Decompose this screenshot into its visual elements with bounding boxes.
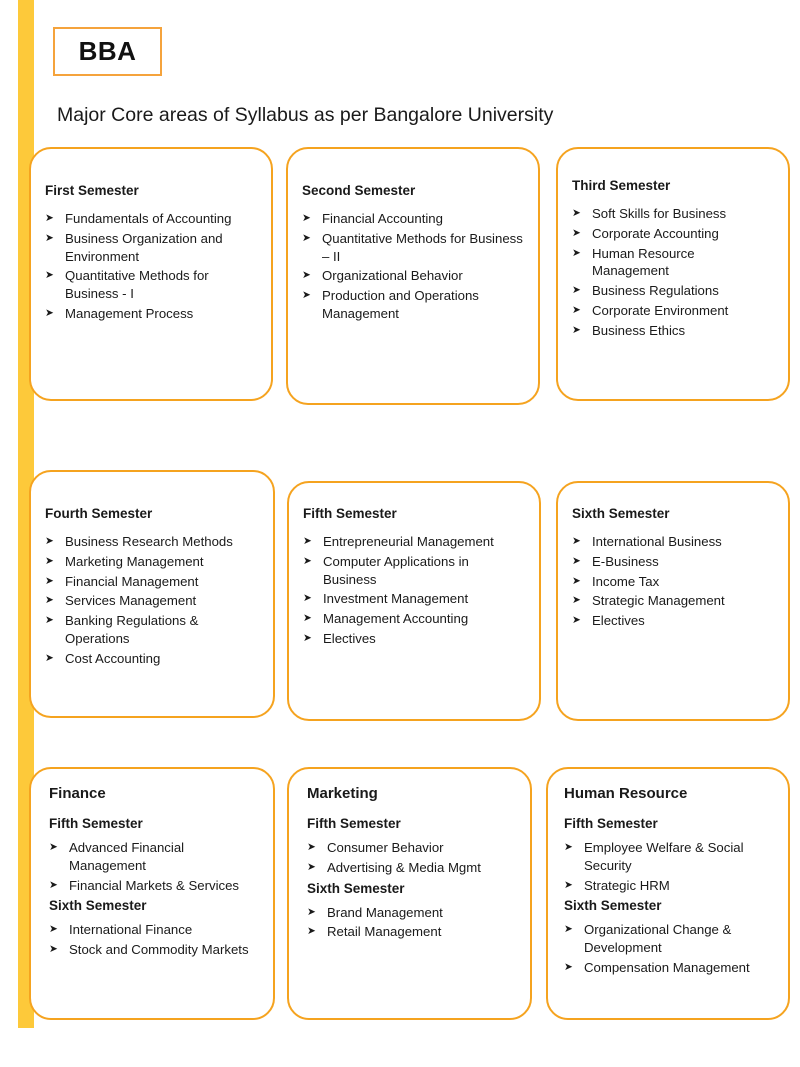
specialization-subject-list xyxy=(49,839,263,894)
specialization-card-human-resource xyxy=(546,767,790,1020)
specialization-group xyxy=(49,898,263,959)
list-item: ➤ Retail Management xyxy=(307,923,520,941)
specialization-semester-heading: Sixth Semester xyxy=(49,898,147,914)
list-item: ➤ Business Ethics xyxy=(572,322,774,340)
specialization-title: Finance xyxy=(49,785,106,802)
list-item: ➤ Business Research Methods xyxy=(45,533,259,551)
specialization-group xyxy=(49,816,263,894)
list-item: ➤ Computer Applications in Business xyxy=(303,553,525,589)
specialization-group xyxy=(564,816,778,894)
specialization-semester-heading: Sixth Semester xyxy=(564,898,662,914)
list-item: ➤ Employee Welfare & Social Security xyxy=(564,839,778,875)
semester-card-title: Fifth Semester xyxy=(303,506,397,521)
specialization-subject-list xyxy=(307,904,520,942)
semester-card-fourth xyxy=(29,470,275,718)
list-item: ➤ E-Business xyxy=(572,553,774,571)
list-item: ➤ Electives xyxy=(572,612,774,630)
list-item: ➤ Brand Management xyxy=(307,904,520,922)
list-item: ➤ Business Organization and Environment xyxy=(45,230,257,266)
specialization-title: Marketing xyxy=(307,785,378,802)
specialization-card-finance xyxy=(29,767,275,1020)
specialization-subject-list xyxy=(307,839,520,877)
page-title: Major Core areas of Syllabus as per Bangalore University xyxy=(57,104,554,126)
specialization-subject-list xyxy=(49,921,263,959)
list-item: ➤ Production and Operations Management xyxy=(302,287,524,323)
specialization-card-marketing xyxy=(287,767,532,1020)
semester-card-title: Fourth Semester xyxy=(45,506,153,521)
list-item: ➤ Human Resource Management xyxy=(572,245,774,281)
list-item: ➤ Consumer Behavior xyxy=(307,839,520,857)
list-item: ➤ Cost Accounting xyxy=(45,650,259,668)
specialization-group xyxy=(307,816,520,877)
list-item: ➤ Quantitative Methods for Business - I xyxy=(45,267,257,303)
list-item: ➤ Corporate Accounting xyxy=(572,225,774,243)
list-item: ➤ Strategic HRM xyxy=(564,877,778,895)
specialization-group xyxy=(564,898,778,976)
list-item: ➤ Marketing Management xyxy=(45,553,259,571)
specialization-semester-heading: Fifth Semester xyxy=(49,816,143,831)
list-item: ➤ Fundamentals of Accounting xyxy=(45,210,257,228)
list-item: ➤ Services Management xyxy=(45,592,259,610)
specialization-semester-heading: Sixth Semester xyxy=(307,880,405,896)
semester-subject-list xyxy=(302,210,524,323)
program-badge-label: BBA xyxy=(78,36,137,66)
list-item: ➤ Organizational Behavior xyxy=(302,267,524,285)
list-item: ➤ Income Tax xyxy=(572,573,774,591)
semester-card-sixth xyxy=(556,481,790,721)
semester-subject-list xyxy=(45,533,259,668)
semester-subject-list xyxy=(303,533,525,648)
specialization-semester-heading: Fifth Semester xyxy=(307,816,401,831)
specialization-subject-list xyxy=(564,921,778,976)
list-item: ➤ Financial Management xyxy=(45,573,259,591)
specialization-group xyxy=(307,881,520,942)
list-item: ➤ Management Process xyxy=(45,305,257,323)
semester-subject-list xyxy=(572,533,774,630)
semester-subject-list xyxy=(45,210,257,323)
list-item: ➤ Organizational Change & Development xyxy=(564,921,778,957)
program-badge xyxy=(53,27,162,76)
list-item: ➤ Business Regulations xyxy=(572,282,774,300)
semester-card-title: First Semester xyxy=(45,183,139,198)
list-item: ➤ Investment Management xyxy=(303,590,525,608)
list-item: ➤ Corporate Environment xyxy=(572,302,774,320)
semester-card-second xyxy=(286,147,540,405)
list-item: ➤ Entrepreneurial Management xyxy=(303,533,525,551)
list-item: ➤ Advanced Financial Management xyxy=(49,839,263,875)
list-item: ➤ Quantitative Methods for Business – II xyxy=(302,230,524,266)
specialization-subject-list xyxy=(564,839,778,894)
semester-card-fifth xyxy=(287,481,541,721)
semester-card-title: Third Semester xyxy=(572,178,671,193)
semester-card-title: Sixth Semester xyxy=(572,506,670,521)
list-item: ➤ International Finance xyxy=(49,921,263,939)
list-item: ➤ Compensation Management xyxy=(564,959,778,977)
semester-card-title: Second Semester xyxy=(302,183,416,198)
list-item: ➤ Stock and Commodity Markets xyxy=(49,941,263,959)
semester-card-first xyxy=(29,147,273,401)
list-item: ➤ Electives xyxy=(303,630,525,648)
list-item: ➤ Banking Regulations & Operations xyxy=(45,612,259,648)
specialization-semester-heading: Fifth Semester xyxy=(564,816,658,831)
semester-card-third xyxy=(556,147,790,401)
list-item: ➤ Financial Markets & Services xyxy=(49,877,263,895)
list-item: ➤ Management Accounting xyxy=(303,610,525,628)
list-item: ➤ International Business xyxy=(572,533,774,551)
specialization-title: Human Resource xyxy=(564,785,688,802)
list-item: ➤ Advertising & Media Mgmt xyxy=(307,859,520,877)
semester-subject-list xyxy=(572,205,774,340)
list-item: ➤ Soft Skills for Business xyxy=(572,205,774,223)
list-item: ➤ Financial Accounting xyxy=(302,210,524,228)
list-item: ➤ Strategic Management xyxy=(572,592,774,610)
